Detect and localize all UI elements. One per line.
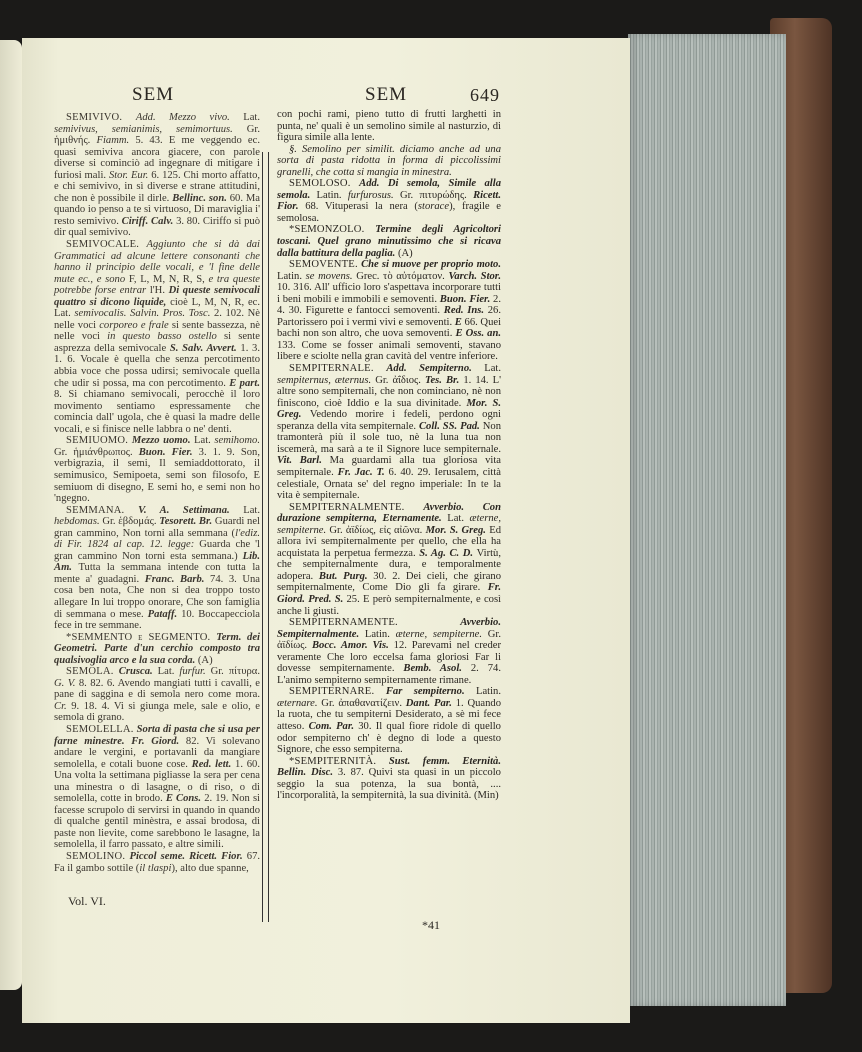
text-run: Ed allora ivi sempiternalmente per quello, che ella ha acquistata la perpetua fermezza.	[277, 524, 501, 559]
text-run: 8. Si chiamano semivocali, perocchè il loro movimento sentiamo espressamente che comincia dall' ugola, che è quasi la madre delle vocali, e si finisce nelle labbra o ne' denti.	[54, 389, 260, 435]
text-run: F, L, M, N, R, S,	[128, 273, 209, 285]
text-run: Termine degli Agricoltori toscani. Quel grano minutissimo che si ricava dalla battitura della paglia.	[277, 224, 501, 259]
text-run: Stor. Eur.	[108, 169, 152, 181]
text-run: Latin.	[277, 270, 306, 282]
text-run: Gr. πιτυρώδης.	[399, 189, 474, 201]
text-run: Lat.	[194, 435, 215, 447]
text-run: 30. 2. Dei cieli, che girano sempiternalmente, Come Dio gli fa girare.	[277, 570, 501, 594]
text-run: 68. Vituperasi la nera (	[305, 201, 418, 213]
text-run: Avverbio. Con durazione sempiterna, Eternamente.	[277, 501, 501, 525]
text-run: semivocalis. Salvin. Pros. Tosc.	[74, 308, 214, 320]
left-column	[54, 112, 260, 874]
text-run: æternare.	[277, 697, 322, 709]
text-run: 25. E però sempiternalmente, e così anche li giusti.	[277, 593, 502, 617]
text-run: Red. lett.	[191, 758, 236, 770]
text-run: Lat.	[484, 363, 501, 375]
text-run: E Cons.	[165, 793, 205, 805]
text-run: 2. 74. L'animo sempiterno sempiternamente rimane.	[277, 663, 501, 686]
text-run: Gr. ἡμιάνθρωπος.	[54, 446, 139, 458]
headword: *SEMPITERNITÀ.	[289, 755, 389, 767]
text-run: in questo basso ostello	[107, 331, 225, 343]
gathering-signature: *41	[422, 918, 440, 932]
headword: *SEMONZOLO.	[289, 224, 376, 236]
text-run: 74. 3. Una cosa ben nota, Che non si dea troppo tosto allegare In lui troppo onorare, Che son famiglia di semmana o mese.	[54, 573, 260, 620]
text-run: Bellinc. son.	[172, 192, 230, 204]
text-run: 6. 40. 29. Ierusalem, città celestiale, Ornata se' del regno imperiale: In te la vita è sempiternale.	[277, 466, 502, 502]
text-run: l'ediz. di Fir. 1824 al cap. 12. legge:	[54, 527, 260, 551]
text-run: 9. 18. 4. Vi si giunga mele, sale e olio, e semola di grano.	[54, 700, 260, 724]
text-run: se movens.	[305, 270, 357, 282]
dictionary-entry	[277, 109, 501, 144]
dictionary-entry	[277, 144, 501, 179]
text-run: 1. Quando la ruota, che tu sempiterni Desiderato, a sè mi fece atteso.	[277, 697, 502, 732]
text-run: 60. Ma quando io penso a te sì virtuoso, Di maraviglia i' resto semivivo.	[54, 192, 260, 227]
left-running-head: SEM	[132, 84, 175, 105]
text-run: Gr. ἀϊδίως, εἰς αἰῶνα.	[329, 524, 426, 536]
page-number: 649	[470, 85, 500, 105]
text-run: Tutta la semmana intende con tutta la mente a' guadagni.	[54, 562, 260, 585]
dictionary-entry	[54, 632, 260, 667]
text-run: Com. Par.	[308, 720, 359, 732]
dictionary-entry	[54, 724, 260, 851]
text-run: semivivus, semianimis, semimortuus.	[54, 123, 247, 135]
text-run: Guardi nel gran cammino, Non torni alla semmana (	[54, 516, 261, 539]
text-run: S. Ag. C. D.	[419, 547, 477, 559]
text-run: storace	[417, 201, 450, 213]
text-run: §. Semolino per similit. diciamo anche ad una sorta di pasta ridotta in forma di piccolissimi granelli, che cotta si mangia in minestra.	[277, 143, 501, 178]
dictionary-entry	[277, 617, 501, 686]
dictionary-entry	[277, 363, 501, 502]
text-run: Coll. SS. Pad.	[418, 420, 483, 432]
text-run: Add. Mezzo vivo.	[135, 112, 244, 123]
text-run: V. A. Settimana.	[138, 504, 244, 516]
text-run: Far sempiterno.	[385, 686, 476, 698]
text-run: Cr.	[54, 700, 72, 712]
text-run: furfurosus.	[347, 189, 400, 201]
column-divider	[262, 152, 269, 922]
text-run: con pochi rami, pieno tutto di frutti larghetti in punta, ne' quali è un semolino simile al nasturzio, di figura simile alla lente.	[277, 109, 501, 144]
text-run: 10. Boccapecciola fece in tre semmane.	[54, 608, 260, 632]
text-run: sempiternus, æternus.	[277, 374, 376, 386]
text-run: Bocc. Amor. Vis.	[311, 640, 394, 652]
text-run: Gr. ἡμιθνής.	[54, 123, 260, 147]
text-run: si sente asprezza della semivocale	[54, 331, 260, 354]
text-run: Buon. Fier.	[138, 446, 199, 458]
dictionary-entry	[54, 666, 260, 724]
headword: SEMOLA.	[66, 666, 119, 678]
text-run: 8. 82. 6. Avendo mangiati tutti i cavalli, e pane di saggina e di semola nero come mora.	[54, 677, 260, 701]
text-run: Red. Ins.	[443, 305, 488, 317]
dictionary-entry	[277, 686, 501, 755]
text-run: (A)	[397, 247, 413, 259]
text-run: semihomo.	[214, 435, 260, 447]
text-run: 30. Il qual fiore ridole di quello odor sempiterno ch' è degno di lode a questo Signore, che esso sempiterna.	[277, 720, 501, 756]
text-run: Ricett. Fior.	[277, 189, 502, 213]
headword: SEMOLINO.	[66, 851, 130, 862]
text-run: 1. 60. Una volta la settimana pigliasse la sera per cena una minestra o di lasagne, o di riso, o di semolella, cotte in brodo.	[54, 758, 260, 805]
text-run: Latin.	[364, 628, 396, 640]
text-run: Add. Sempiterno.	[386, 363, 485, 375]
text-run: 6. 125. Chi morto affatto, e chi semivivo, in sì diverse e strane attitudini, che non è possibile il dirle.	[54, 169, 261, 204]
text-run: Gr. ἀΐδιος.	[375, 374, 425, 386]
text-run: Latin.	[316, 189, 348, 201]
headword: SEMOVENTE.	[289, 259, 362, 271]
text-run: Ma guardami alla tua gloriosa vita sempiternale.	[277, 455, 501, 478]
text-run: Lat.	[243, 504, 260, 516]
text-run: G. V.	[54, 677, 79, 689]
text-run: 66. Quei bachi non son altro, che uova semoventi.	[277, 316, 502, 340]
text-run: Ciriff. Calv.	[121, 215, 177, 227]
dictionary-entry	[277, 756, 501, 802]
text-run: Piccol seme. Ricett. Fior.	[129, 851, 247, 862]
text-run: si sente bassezza, nè nelle voci	[54, 319, 261, 343]
text-run: Vedendo morire i fedeli, perdono ogni speranza della vita sempiternale.	[277, 409, 501, 432]
text-run: Gr. ἀϊδίως.	[277, 628, 501, 652]
text-run: Fr. Jac. T.	[337, 466, 389, 478]
text-run: cioè L, M, N, R, ec. Lat.	[54, 296, 261, 320]
headword: SEMIUOMO.	[66, 435, 132, 447]
text-run: Aggiunto che si dà dai Grammatici ad alcune lettere consonanti che hanno il principio delle vocali, e 'l fine delle mute ec., e sono	[54, 239, 260, 285]
text-run: Sust. femm. Eternità. Bellin. Disc.	[277, 755, 501, 779]
headword: SEMIVIVO.	[66, 112, 136, 123]
text-run: 3. 80. Ciriffo si può dir qual semivivo.	[54, 215, 260, 239]
text-run: Dant. Par.	[405, 697, 456, 709]
text-run: 2. 102. Nè nelle voci	[54, 308, 260, 331]
text-run: Mezzo uomo.	[131, 435, 195, 447]
text-run: 3. 87. Quivi sta quasi in un piccolo seggio la sua potenza, la sua bontà, .... l'incorporalità, la sempiternità, la sua divinità. (Min)	[277, 767, 501, 802]
text-run: 1. 14. L' altre sono sempiternali, che non cominciano, nè non finiscono, cioè Iddio e la sua divinitade.	[277, 374, 502, 409]
text-run: Lat.	[157, 666, 180, 678]
text-run: 3. 1. 9. Son, verbigrazia, il semi, Il semiaddottorato, il semimusico, Semipoeta, semi son filosofo, E semiuom di disegno, E semi ho, e semi non ho 'ngegno.	[54, 446, 260, 505]
text-run: Gr. πίτυρα.	[210, 666, 261, 678]
dictionary-entry	[54, 112, 260, 239]
text-run: Pataff.	[147, 608, 182, 620]
text-run: E part.	[229, 377, 260, 389]
text-run: 2. 19. Non si facesse scrupolo di servirsi in quando in quando di qualche gentil minèstra, e assai brodosa, di paste non lievite, come sarebbono le lasagne, la semolella, il farro passato, e altre simili.	[54, 793, 261, 851]
text-run: ), alto due spanne,	[171, 862, 249, 874]
text-run: Franc. Barb.	[144, 573, 211, 585]
text-run: Guarda che 'l gran cammino Non torni esta semmana.)	[54, 539, 260, 562]
text-run: Virtù, che sempiternalmente dura, e temporalmente adopera.	[277, 547, 501, 582]
headword: SEMPITERNAMENTE.	[289, 617, 461, 629]
headword: SEMPITERNALMENTE.	[289, 501, 424, 513]
text-run: Fr. Giord. Pred. S.	[277, 582, 501, 605]
text-run: Mor. S. Greg.	[425, 524, 490, 536]
text-run: il tlaspi	[139, 862, 172, 874]
text-run: Lib. Am.	[54, 550, 260, 574]
headword: SEMMANA.	[66, 504, 139, 516]
text-run: Crusca.	[118, 666, 158, 678]
text-run: Fiamm.	[96, 135, 136, 147]
right-running-head: SEM	[365, 84, 408, 105]
dictionary-entry	[54, 239, 260, 435]
text-run: furfur.	[179, 666, 211, 678]
dictionary-page	[22, 38, 630, 1023]
text-run: Gr. ἀπαθανατίζειν.	[321, 697, 406, 709]
facing-page-edge	[0, 40, 22, 990]
text-run: 12. Parevami nel creder veramente Che loro eccelsa fama gloriosi Far li dovesse sempiternamente.	[277, 640, 501, 675]
dictionary-entry	[277, 178, 501, 224]
text-run: E	[454, 316, 465, 328]
dictionary-entry	[277, 502, 501, 617]
headword: SEMIVOCALE.	[66, 239, 147, 251]
text-run: Gr. ἑβδομάς.	[102, 516, 160, 528]
text-run: 10. 316. All' ufficio loro s'aspettava incorporare tutti i beni mobili e immobili e semoventi.	[277, 282, 501, 305]
text-run: Avverbio. Sempiternalmente.	[277, 617, 501, 640]
text-run: Lat.	[447, 513, 470, 525]
text-run: Lat.	[243, 112, 260, 123]
text-run: (A)	[197, 654, 213, 666]
text-run: æterne, sempiterne.	[277, 513, 501, 536]
volume-signature: Vol. VI.	[68, 894, 106, 908]
text-run: But. Purg.	[318, 570, 374, 582]
text-run: Buon. Fier.	[439, 293, 494, 305]
text-run: E Oss. an.	[455, 328, 501, 340]
text-run: hebdomas.	[54, 516, 103, 528]
text-run: Add. Di semola, Simile alla semola.	[277, 178, 501, 201]
headword: *SEMMENTO e SEGMENTO.	[66, 631, 217, 643]
page-fore-edge	[628, 34, 786, 1006]
text-run: Term. dei Geometri. Parte d'un cerchio composto tra qualsivoglia arco e la sua corda.	[54, 631, 260, 666]
text-run: Di queste semivocali quattro si dicono liquide,	[54, 285, 260, 308]
headword: SEMPITERNARE.	[289, 686, 386, 698]
text-run: 67. Fa il gambo sottile (	[54, 851, 261, 874]
text-run: S. Salv. Avvert.	[169, 342, 241, 354]
text-run: Sorta di pasta che si usa per farne minestre. Fr. Giord.	[54, 723, 260, 747]
dictionary-entry	[277, 259, 501, 363]
dictionary-entry	[54, 851, 260, 874]
text-run: ), fragile e semolosa.	[277, 201, 501, 224]
dictionary-entry	[54, 435, 260, 504]
text-run: Latin.	[475, 686, 501, 698]
text-run: Non tramonterà più il sole tuo, nè la luna tua non iscemerà, ma sarà a te il Signore luce sempiternale.	[277, 420, 501, 455]
text-run: 2. 4. 30. Figurette e fantocci semoventi.	[277, 293, 501, 317]
headword: SEMPITERNALE.	[289, 363, 387, 375]
text-run: Tes. Br.	[424, 374, 464, 386]
text-run: æterne, sempiterne.	[395, 628, 488, 640]
text-run: l'H.	[149, 285, 169, 297]
headword: SEMOLELLA.	[66, 723, 137, 735]
text-run: 26. Partorissero poi i vermi vivi e semoventi.	[277, 305, 501, 328]
text-run: Varch. Stor.	[448, 270, 501, 282]
text-run: e tra queste potrebbe forse entrar	[54, 273, 260, 297]
dictionary-entry	[277, 224, 501, 259]
text-run: 82. Vi solevano andare le vergini, e portavanli da mangiare semolella, e cotali buone cose.	[54, 735, 260, 770]
text-run: 5. 43. E me veggendo ec. quasi semiviva ancora giacere, con parole diverse si cominciò ad ingegnare di mitigare i furiosi mali.	[54, 135, 260, 181]
text-run: Vit. Barl.	[277, 455, 330, 467]
text-run: Tesorett. Br.	[159, 516, 215, 528]
text-run: 133. Come se fosser animali semoventi, stavano libere e sciolte nella gran cavità del ventre inferiore.	[277, 339, 501, 363]
text-run: Grec. τὸ αὐτόματον.	[356, 270, 449, 282]
dictionary-entry	[54, 505, 260, 632]
text-run: Che si muove per proprio moto.	[361, 259, 501, 271]
text-run: 1. 3. 1. 6. Vocale è quella che senza percotimento abbia voce che possa udirsi; semivocale quella che udir si possa, ma con percotimento.	[54, 342, 261, 389]
text-run: Bemb. Asol.	[403, 663, 471, 675]
text-run: Mor. S. Greg.	[277, 397, 502, 421]
headword: SEMOLOSO.	[289, 178, 360, 190]
text-run: corporeo e frale	[99, 319, 172, 331]
right-column	[277, 109, 501, 802]
